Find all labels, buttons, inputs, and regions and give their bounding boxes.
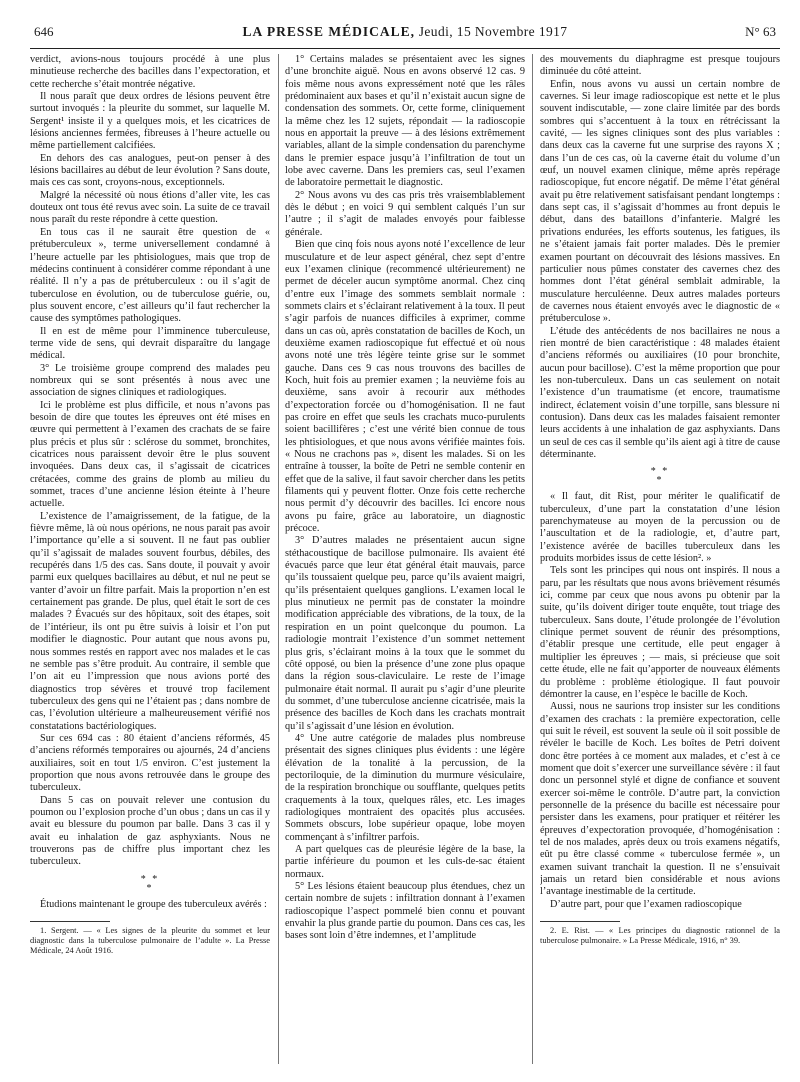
paragraph: Bien que cinq fois nous ayons noté l’excellence de leur musculature et de leur aspect général, chez sept d’entre eux l’examen clinique (recommencé ultérieurement) ne permet de déceler aucun symptôme anormal. Chez cinq d’entre eux l’image des sommets semblait normale : sommets clairs et s’éclairant relativement à la toux. Il peut s’agir parfois de nuances difficiles à exprimer, comme dans un cas où, après constatation de bacilles de Koch, un deuxième examen radioscopique fut effectué et où nous avons noté une très légère teinte grise sur le sommet gauche. Dans ces 9 cas nous trouvons des bacilles de Koch, huit fois au premier examen ; la neuvième fois au deuxième, sans avoir à recourir aux méthodes d’expectoration forcée ou d’homogénisation. Il ne faut pas croire en effet que seuls les crachats muco-purulents soient bacillifères ; c’est une vérité bien connue de tous les phtisiologues, et que nous avons vérifiée maintes fois. « Nous ne crachons pas », disent les malades. Si on les entraîne à tousser, la boîte de Petri ne semble contenir en effet que de la salive, il faut savoir chercher dans les petits filaments qui y peuvent flotter. Onze fois cette recherche nous permit d’y découvrir des bacilles. Ici encore nous avons pu faire, grâce au laboratoire, un diagnostic précoce. xyxy=(285,239,525,535)
issue-number: N° 63 xyxy=(745,24,776,39)
paragraph: des mouvements du diaphragme est presque toujours diminuée du côté atteint. xyxy=(540,54,780,78)
paragraph: Tels sont les principes qui nous ont inspirés. Il nous a paru, par les résultats que nous avons brièvement résumés ici, comme par ceux que nous avons pu obtenir par la suite, qu’ils doivent diriger toute enquête, tout triage des tuberculeux. Sans doute, l’étude prolongée de l’évolution clinique permet souvent de réunir des présomptions, d’établir presque une certitude, elle peut engager à multiplier les épreuves ; — mais, si précieuse que soit cette étude, elle ne fait qu’apporter de nouveaux éléments du problème : problème étiologique. Il faut pouvoir démontrer la cause, en l’espèce le bacille de Koch. xyxy=(540,565,780,700)
running-title xyxy=(30,24,780,40)
paragraph: Enfin, nous avons vu aussi un certain nombre de cavernes. Si leur image radioscopique est nette et le plus souvent indiscutable, — zone claire limitée par des bords sombres qui s’accentuent à la toux en rétrécissant la cavité, — les signes cliniques sont des plus variables : dans deux cas la caverne fut une surprise des rayons X ; dans l’un de ces cas, où la caverne était du volume d’un œuf, un nouvel examen clinique, même après repérage radioscopique, fut encore négatif. De même l’état général avait pu être relativement satisfaisant pendant longtemps : dans sept cas, il s’agissait d’hommes au front depuis le début, dans des bataillons d’infanterie. Malgré les privations endurées, les efforts soutenus, les fatigues, ils ne s’étaient jamais fait porter malades. Dès le premier examen pourtant on découvrait des lésions massives. En particulier nous pûmes constater des cavernes chez des hommes dont l’état général semblait admirable, la musculature herculéenne. Deux autres malades porteurs de cavernes nous étaient envoyés avec le diagnostic de « prétuberculose ». xyxy=(540,78,780,325)
paragraph: A part quelques cas de pleurésie légère de la base, la partie inférieure du poumon et les culs-de-sac étaient normaux. xyxy=(285,844,525,880)
section-break-stars: * * * xyxy=(650,466,670,487)
paragraph: verdict, avions-nous toujours procédé à une plus minutieuse recherche des bacilles dans l’expectoration, et cette recherche s’était montrée négative. xyxy=(30,54,270,90)
paragraph: « Il faut, dit Rist, pour mériter le qualificatif de tuberculeux, d’une part la constatation d’une lésion parenchymateuse au moyen de la percussion ou de l’auscultation et de la radiologie, et, d’autre part, l’existence avérée de bacilles tuberculeux dans les produits morbides issus de cette lésion². » xyxy=(540,491,780,565)
footnote: 2. E. Rist. — « Les principes du diagnostic rationnel de la tuberculose pulmonaire. » La Presse Médicale, 1916, n° 39. xyxy=(540,926,780,946)
page-number: 646 xyxy=(34,24,54,39)
paragraph: D’autre part, pour que l’examen radioscopique xyxy=(550,898,742,910)
paragraph: Il en est de même pour l’imminence tuberculeuse, terme vide de sens, qui devrait disparaître du langage médical. xyxy=(30,325,270,362)
paragraph: En tous cas il ne saurait être question de « prétuberculeux », terme universellement condamné à l’heure actuelle par les phtisiologues, mais que trop de médecins continuent à considérer comme répondant à une réalité. Il n’y a pas de prétuberculeux : ou il s’agit de tuberculose en évolution, ou de tuberculose guérie, ou, plus souvent encore, c’est ailleurs qu’il faut rechercher la cause des symptômes pathologiques. xyxy=(30,226,270,325)
paragraph: Sur ces 694 cas : 80 étaient d’anciens réformés, 45 d’anciens réformés temporaires ou ajournés, 24 d’anciens auxiliaires, soit en tout 1/5 environ. C’est justement la proportion que nous avons retrouvée dans le groupe des tuberculeux. xyxy=(30,732,270,794)
paragraph: Aussi, nous ne saurions trop insister sur les conditions d’examen des crachats : la première expectoration, celle qui suit le réveil, est souvent la seule où il soit possible de révéler le bacille de Koch. Les boîtes de Petri doivent donc être portées à ce moment aux malades, et c’est à ce moment que doit s’exercer une surveillance sévère : il faut donc un personnel stylé et digne de confiance et souvent exercer soi-même le contrôle. D’autre part, la conviction personnelle de la présence du bacille est nécessaire pour persister dans les examens, pour pratiquer et réitérer les épreuves d’expectoration provoquée, d’homogénisation : tel de nos malades, après deux ou trois examens négatifs, eût pu être classé comme « tuberculose fermée », un examen suivant tranchait la question. Il ne s’ensuivait jamais un retard bien considérable et nous avions l’avantage inestimable de la certitude. xyxy=(540,701,780,898)
text-column-right xyxy=(540,54,780,1066)
paragraph: 1° Certains malades se présentaient avec les signes d’une bronchite aiguë. Nous en avons observé 12 cas. 9 fois même nous avons expressément noté que les râles prédominaient aux bases et qu’il n’existait aucun signe de condensation des sommets. Or, cette forme, cliniquement la même chez les 12 sujets, répondait — la radioscopie nous en apportait la preuve — à des lésions extrêmement variables, allant de la simple condensation du parenchyme dans le premier espace jusqu’à l’infiltration de tout un lobe avec caverne. Dans les premiers cas, seul l’examen de laboratoire permettait le diagnostic. xyxy=(285,54,525,189)
paragraph: Dans 5 cas on pouvait relever une contusion du poumon ou l’explosion proche d’un obus ; dans un cas il y avait eu blessure du poumon par balle. Dans 3 cas il y avait eu inhalation de gaz asphyxiants. Nous ne trouverons pas de chiffre plus important chez les tuberculeux. xyxy=(30,794,270,868)
paragraph: Il nous paraît que deux ordres de lésions peuvent être surtout invoqués : la pleurite du sommet, sur laquelle M. Sergent¹ insiste il y a quelques mois, et les cicatrices de lésions anciennes fermées, fibreuses à l’heure actuelle ou même partiellement calcifiées. xyxy=(30,91,270,152)
text-column-left xyxy=(30,54,270,1066)
paragraph: 4° Une autre catégorie de malades plus nombreuse présentait des signes cliniques plus évidents : une légère élévation de la tonalité à la percussion, de la pectoriloquie, de la diminution du murmure vésiculaire, de la respiration bronchique ou soufflante, quelques petits craquements à la toux, quelques râles, etc. Les images radiologiques montraient des opacités plus accusées. Sommets obscurs, lobe supérieur opaque, lobe moyen commençant à s’infiltrer parfois. xyxy=(285,732,525,843)
paragraph: L’existence de l’amaigrissement, de la fatigue, de la fièvre même, là où nous opérions, ne nous parait pas avoir l’importance qu’elle a si souvent. Il ne faut pas oublier qu’il s’agissait de malades souvent fourbus, débiles, des recupérés dans 1/5 des cas. Sans doute, il pouvait y avoir parmi eux quelques bacillaires au début, et nul ne peut se vanter d’avoir un filtre parfait. Mais la proportion n’en est certainement pas grande. De plus, quel était le sort de ces malades ? Évacués sur des hôpitaux, soit des étapes, soit de l’intérieur, ils ont pu être suivis à loisir et l’on put modifier le diagnostic. Pour autant que nous avons pu, nous sommes restés en rapport avec nos malades et le cas ne semble pas s’être produit. Au contraire, il semble que l’on ait eu l’impression que nous avions porté des diagnostics trop sévères et trouvé trop facilement tuberculeux des gens qui ne l’étaient pas ; dans nombre de cas, l’évolution ultérieure a malheureusement vérifié nos constatations bactériologiques. xyxy=(30,510,270,732)
paragraph: 2° Nous avons vu des cas pris très vraisemblablement dès le début ; en voici 9 qui semblent calqués l’un sur l’autre ; il s’agit de malades envoyés pour faiblesse générale. xyxy=(285,189,525,238)
footnote-rule xyxy=(540,921,620,922)
paragraph: Malgré la nécessité où nous étions d’aller vite, les cas douteux ont tous été revus avec soin. La suite de ce travail nous paraît du reste répondre à cette question. xyxy=(30,189,270,226)
paragraph: En dehors des cas analogues, peut-on penser à des lésions bacillaires au début de leur évolution ? Sans doute, mais ces cas sont, croyons-nous, exceptionnels. xyxy=(30,152,270,189)
text-column-middle xyxy=(285,54,525,1066)
paragraph: 3° D’autres malades ne présentaient aucun signe stéthacoustique de bacillose pulmonaire. Ils avaient été évacués parce que leur état général était mauvais, parce qu’ils toussaient quelque peu, parce qu’ils avaient maigri, qu’ils présentaient quelques ganglions. L’examen local le plus minutieux ne permit pas de constater la moindre modification appréciable des vibrations, de la toux, de la respiration en un point quelconque du poumon. La radiologie montrait l’existence d’un sommet nettement plus gris, s’éclairant moins à la toux que le sommet du côté opposé, ou bien la présence d’une zone plus opaque dans la région sous-claviculaire. Le reste de l’image pulmonaire était normal. Il aurait pu s’agir d’une pleurite du sommet, d’une tuberculose ancienne cicatrisée, mais la présence des bacilles de Koch dans les crachats montrait qu’il s’agissait d’une lésion en évolution. xyxy=(285,535,525,732)
issue-date: Jeudi, 15 Novembre 1917 xyxy=(418,24,568,39)
column-divider xyxy=(278,54,279,1064)
column-divider xyxy=(532,54,533,1064)
paragraph: 3° Le troisième groupe comprend des malades peu nombreux qui se sont présentés à nous avec une association de signes cliniques et radiologiques. xyxy=(30,362,270,399)
footnote-rule xyxy=(30,921,110,922)
paragraph: L’étude des antécédents de nos bacillaires ne nous a rien montré de bien caractéristique : 48 malades étaient d’anciens réformés ou auxiliaires (10 pour bronchite, aucun pour bacillose). C’est la même proportion que pour les non-tuberculeux. Dans un cas seulement on notait l’existence d’un traumatisme (et encore, traumatisme indirect, éclatement voisin d’une torpille, sans blessure ni contusion). Dans deux cas les malades faisaient remonter leurs accidents à une inhalation de gaz asphyxiants. Dans un seul de ces cas il semble qu’ils aient agi à titre de cause déterminante. xyxy=(540,325,780,460)
paragraph: 5° Les lésions étaient beaucoup plus étendues, chez un certain nombre de sujets : infiltration donnant à l’examen radioscopique l’aspect pommelé bien connu et pouvant envahir la plus grande partie du poumon. Dans ces cas, les bases sont loin d’être indemnes, et l’amplitude xyxy=(285,881,525,942)
journal-name: LA PRESSE MÉDICALE, xyxy=(242,24,415,39)
running-header xyxy=(30,24,780,49)
paragraph: Étudions maintenant le groupe des tuberculeux avérés : xyxy=(40,898,267,910)
section-break-stars: * * * xyxy=(140,873,160,894)
paragraph: Ici le problème est plus difficile, et nous n’avons pas besoin de dire que toutes les épreuves ont été mises en œuvre qui permettent à l’examen des crachats de se faire plus précis et plus sûr : sclérose du sommet, bronchites, cicatrices nous paraissent devoir être le plus souvent invoquées. Dans deux cas, il s’agissait de cicatrices crétacées, comme des grains de plomb au milieu du sommet, traces d’une ancienne lésion éteinte à l’heure actuelle. xyxy=(30,399,270,510)
footnote: 1. Sergent. — « Les signes de la pleurite du sommet et leur diagnostic dans la tuberculose pulmonaire de l’adulte ». La Presse Médicale, 24 Août 1916. xyxy=(30,926,270,956)
